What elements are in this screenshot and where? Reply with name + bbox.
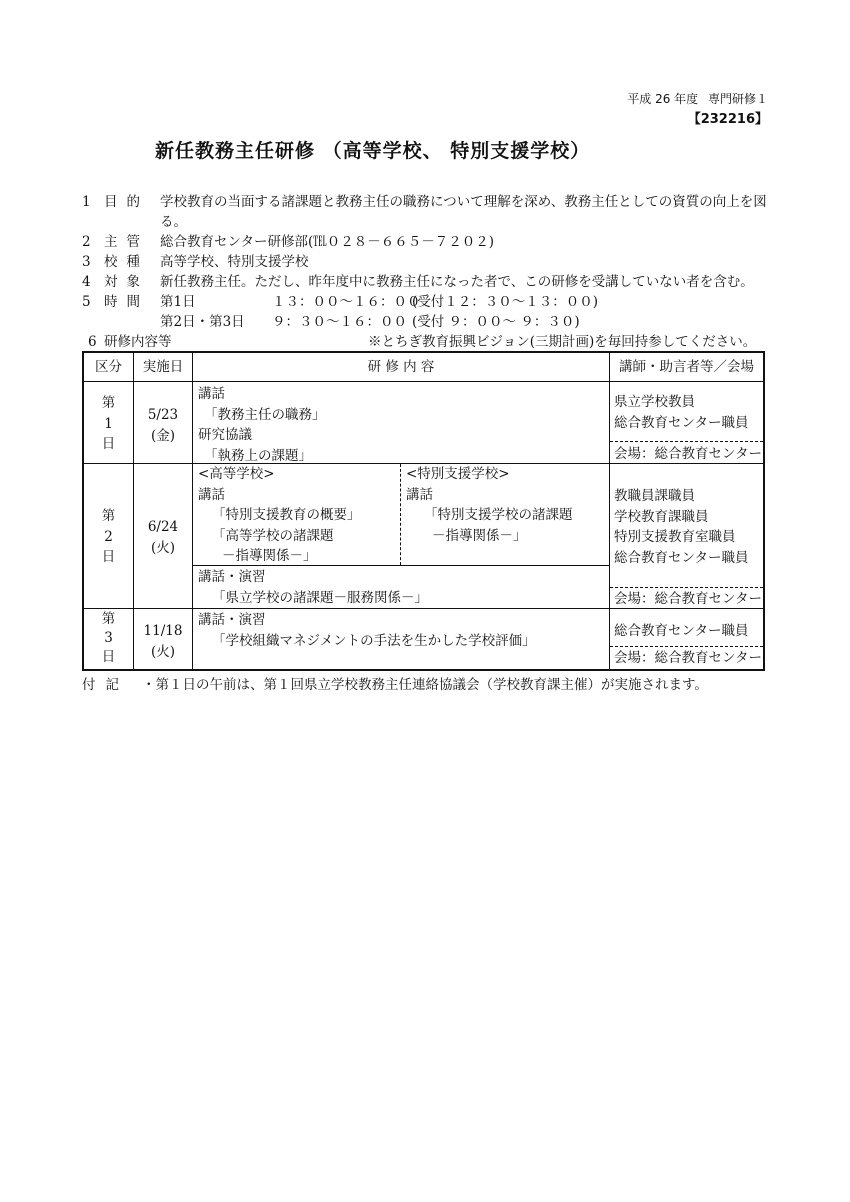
content-cell-high-school: <高等学校> 講話 「特別支援教育の概要」 「高等学校の諸課題 －指導関係－」 bbox=[198, 466, 361, 564]
header-content: 研 修 内 容 bbox=[367, 359, 435, 375]
course-category: 専門研修１ bbox=[707, 92, 768, 106]
content-cell-special-school: <特別支援学校> 講話 「特別支援学校の諸課題 －指導関係－」 bbox=[406, 466, 573, 544]
page-title: 新任教務主任研修 （高等学校、 特別支援学校） bbox=[155, 140, 591, 162]
day-label: 第 1 日 bbox=[101, 395, 116, 452]
day-label: 第 3 日 bbox=[101, 611, 116, 665]
lecturer-cell: 教職員課職員 学校教育課職員 特別支援教育室職員 総合教育センター職員 bbox=[614, 488, 749, 566]
header-date: 実施日 bbox=[142, 359, 184, 375]
purpose-text: 学校教育の当面する諸課題と教務主任の職務について理解を深め、教務主任としての資質の向上を図 bbox=[160, 194, 767, 210]
content-cell: 講話 「教務主任の職務」 研究協議 「執務上の課題」 bbox=[198, 386, 326, 464]
school-type-text: 高等学校、特別支援学校 bbox=[160, 254, 309, 270]
item-time-day23: 第2日・第3日 ９：３０～１６：００ (受付 ９：００～ ９：３０) bbox=[160, 314, 580, 330]
item-target: 4 対象 新任教務主任。ただし、昨年度中に教務主任になった者で、この研修を受講していない者を含む。 bbox=[82, 274, 754, 290]
purpose-text-cont: る。 bbox=[160, 214, 187, 230]
fiscal-year: 平成 26 年度 bbox=[627, 92, 699, 106]
date-cell: 11/18 (火) bbox=[143, 623, 183, 660]
manager-text: 総合教育センター研修部(℡０２８－６６５－７２０２) bbox=[160, 234, 494, 250]
item-school-type: 3 校種 高等学校、特別支援学校 bbox=[82, 254, 309, 270]
footnote-text: ・第１日の午前は、第１回県立学校教務主任連絡協議会（学校教育課主催）が実施されます。 bbox=[142, 677, 708, 693]
content-cell: 講話・演習 「学校組織マネジメントの手法を生かした学校評価」 bbox=[198, 612, 536, 649]
day-label: 第 2 日 bbox=[101, 508, 116, 565]
header-course bbox=[627, 90, 768, 107]
footnote-label: 付記 bbox=[82, 677, 129, 693]
schedule-table bbox=[82, 351, 765, 671]
content-cell-common: 講話・演習 「県立学校の諸課題－服務関係－」 bbox=[198, 569, 428, 606]
header-lecturer: 講師・助言者等／会場 bbox=[619, 359, 754, 375]
vision-note: ※とちぎ教育振興ビジョン(三期計画)を毎回持参してください。 bbox=[368, 334, 757, 350]
item-purpose: 1 目的 学校教育の当面する諸課題と教務主任の職務について理解を深め、教務主任としての資質の向上を図 bbox=[82, 194, 767, 210]
item-time: 5 時間 第1日 １３：００～１６：００(受付１２：３０～１３：００) bbox=[82, 294, 599, 310]
venue-cell: 会場：総合教育センター bbox=[614, 591, 762, 607]
item-manager: 2 主管 総合教育センター研修部(℡０２８－６６５－７２０２) bbox=[82, 234, 494, 250]
target-text: 新任教務主任。ただし、昨年度中に教務主任になった者で、この研修を受講していない者を含む。 bbox=[160, 274, 754, 290]
venue-cell: 会場：総合教育センター bbox=[614, 650, 762, 666]
item-content: 6 研修内容等 bbox=[88, 334, 172, 350]
lecturer-cell: 総合教育センター職員 bbox=[614, 623, 749, 639]
venue-cell: 会場：総合教育センター bbox=[614, 446, 762, 462]
lecturer-cell: 県立学校教員 総合教育センター職員 bbox=[614, 394, 749, 431]
date-cell: 5/23 (金) bbox=[147, 407, 179, 444]
date-cell: 6/24 (火) bbox=[147, 519, 179, 556]
course-code: 【232216】 bbox=[687, 112, 768, 127]
header-division: 区分 bbox=[95, 359, 122, 375]
footnote bbox=[82, 675, 708, 695]
